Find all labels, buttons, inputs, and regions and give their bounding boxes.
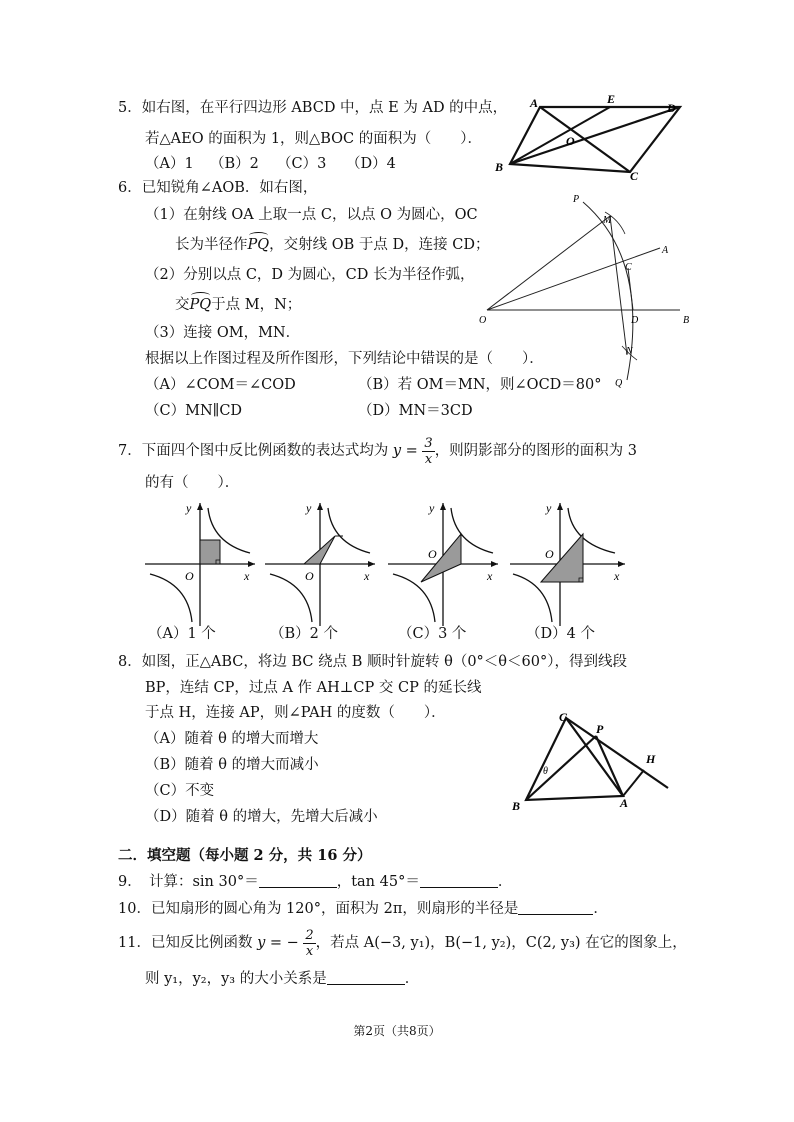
q10-pre: 10．已知扇形的圆心角为 120°，面积为 2π，则扇形的半径是 xyxy=(118,901,519,917)
q9-pre: 9． 计算：sin 30°＝ xyxy=(118,874,259,890)
q5-line1: 5．如右图，在平行四边形 ABCD 中，点 E 为 AD 的中点， xyxy=(118,100,508,116)
q6-label-o: O xyxy=(479,315,487,326)
q8-label-b: B xyxy=(512,799,521,813)
q6-label-m: M xyxy=(603,215,612,226)
q8-line2: BP，连结 CP，过点 A 作 AH⊥CP 交 CP 的延长线 xyxy=(145,680,482,696)
q9-blank-2[interactable] xyxy=(420,873,498,888)
q6-step2a: （2）分别以点 C，D 为圆心，CD 长为半径作弧， xyxy=(145,267,475,283)
q6-step3: （3）连接 OM，MN． xyxy=(145,325,301,341)
q6-label-p: P xyxy=(573,194,580,205)
q7-graph-d xyxy=(505,498,630,628)
q8-label-a: A xyxy=(620,796,629,810)
q7-fraction xyxy=(422,436,434,467)
q7d-origin: O xyxy=(545,547,554,561)
q8-label-p: P xyxy=(596,722,604,736)
q8-option-d: （D）随着 θ 的增大，先增大后减小 xyxy=(145,809,378,825)
q7a-x-label: x xyxy=(244,569,250,583)
q7-line1-pre: 7．下面四个图中反比例函数的表达式均为 xyxy=(118,443,389,459)
q10-post: ． xyxy=(593,901,608,917)
q7-graph-b xyxy=(260,498,380,628)
q5-option-c: （C）3 xyxy=(277,156,327,172)
q8-label-h: H xyxy=(646,752,656,766)
q6-step1b-post: ，交射线 OB 于点 D，连接 CD； xyxy=(269,237,490,253)
q10-blank[interactable] xyxy=(518,900,593,915)
q8-line1: 8．如图，正△ABC，将边 BC 绕点 B 顺时针旋转 θ（0°＜θ＜60°），得到线段 xyxy=(118,654,627,670)
q5-line2: 若△AEO 的面积为 1，则△BOC 的面积为（ ）． xyxy=(145,131,482,147)
q8-label-c: C xyxy=(559,710,568,724)
q6-option-d: （D）MN＝3CD xyxy=(358,403,473,419)
q5-option-d: （D）4 xyxy=(346,156,396,172)
q7-frac-num: 3 xyxy=(424,435,433,451)
q6-option-b: （B）若 OM＝MN，则∠OCD＝80° xyxy=(358,377,602,393)
q6-step2b-pre: 交 xyxy=(175,297,190,313)
q11-pre: 11．已知反比例函数 xyxy=(118,935,253,951)
q6-label-n: N xyxy=(626,346,633,357)
q6-step1b-pre: 长为半径作 xyxy=(175,237,248,253)
q9-post: ． xyxy=(497,874,513,890)
q11-fraction xyxy=(303,928,315,959)
q5-option-a: （A）1 xyxy=(145,156,194,172)
q6-step2b xyxy=(175,295,301,315)
q7a-origin: O xyxy=(185,569,194,583)
q5-label-e: E xyxy=(607,92,616,106)
q11-line2-pre: 则 y₁，y₂，y₃ 的大小关系是 xyxy=(145,971,327,987)
q7d-x-label: x xyxy=(614,569,620,583)
q11-line2-post: ． xyxy=(404,971,420,987)
q6-label-b: B xyxy=(683,315,690,326)
q6-step2b-post: 于点 M，N； xyxy=(211,297,302,313)
q6-label-q: Q xyxy=(615,378,623,389)
q6-option-a: （A）∠COM＝∠COD xyxy=(145,377,296,393)
q6-label-a: A xyxy=(662,245,669,256)
page-footer: 第2页（共8页） xyxy=(353,1024,441,1038)
q5-option-b: （B）2 xyxy=(210,156,259,172)
q9-blank-1[interactable] xyxy=(259,873,337,888)
q7a-y-label: y xyxy=(186,501,192,515)
q7-line1 xyxy=(118,435,637,467)
q11-blank[interactable] xyxy=(327,970,405,985)
q9-line xyxy=(118,872,512,892)
q7c-x-label: x xyxy=(487,569,493,583)
q5-label-b: B xyxy=(495,160,504,174)
q5-label-a: A xyxy=(530,96,539,110)
q7b-origin: O xyxy=(305,569,314,583)
q8-triangle-figure xyxy=(508,708,683,818)
q6-label-d: D xyxy=(631,315,639,326)
q7-option-d: （D）4 个 xyxy=(526,626,595,642)
q7-graph-c xyxy=(383,498,503,628)
q11-line1 xyxy=(118,927,687,959)
q7-option-a: （A）1 个 xyxy=(148,626,216,642)
q7-graph-a xyxy=(140,498,260,628)
q8-option-a: （A）随着 θ 的增大而增大 xyxy=(145,731,319,747)
q9-mid: ，tan 45°＝ xyxy=(336,874,420,890)
q7b-x-label: x xyxy=(364,569,370,583)
q11-line2 xyxy=(145,969,419,989)
q5-label-d: D xyxy=(667,101,676,115)
q7c-y-label: y xyxy=(429,501,435,515)
q6-line1: 6．已知锐角∠AOB．如右图， xyxy=(118,180,318,196)
q11-y-eq: y = − xyxy=(257,935,299,951)
q7b-y-label: y xyxy=(306,501,312,515)
q5-label-c: C xyxy=(630,169,639,183)
q6-label-c: C xyxy=(625,262,632,273)
q11-frac-den: x xyxy=(305,943,314,959)
q6-step1a: （1）在射线 OA 上取一点 C，以点 O 为圆心，OC xyxy=(145,207,478,223)
q7c-origin: O xyxy=(428,547,437,561)
q6-arc-pq-2: PQ xyxy=(189,297,212,313)
q7-option-c: （C）3 个 xyxy=(398,626,467,642)
q8-line3: 于点 H，连接 AP，则∠PAH 的度数（ ）． xyxy=(145,705,446,721)
q5-label-o: O xyxy=(566,134,575,148)
q8-label-theta: θ xyxy=(543,766,548,777)
q7-frac-den: x xyxy=(424,451,433,467)
q7-y-eq: y = xyxy=(392,443,418,459)
q5-parallelogram-figure xyxy=(490,92,690,182)
q8-option-c: （C）不变 xyxy=(145,783,215,799)
q8-option-b: （B）随着 θ 的增大而减小 xyxy=(145,757,319,773)
q7d-y-label: y xyxy=(546,501,552,515)
q11-frac-num: 2 xyxy=(305,927,314,943)
q11-mid: ，若点 A(−3, y₁)，B(−1, y₂)，C(2, y₃) 在它的图象上， xyxy=(315,935,687,951)
q6-option-c: （C）MN∥CD xyxy=(145,403,243,419)
q7-line1-post: ，则阴影部分的图形的面积为 3 xyxy=(434,443,638,459)
q10-line xyxy=(118,899,608,919)
q6-step1b xyxy=(175,235,489,255)
section2-title: 二．填空题（每小题 2 分，共 16 分） xyxy=(118,847,372,864)
q6-ask: 根据以上作图过程及所作图形，下列结论中错误的是（ ）． xyxy=(145,351,544,367)
q6-construction-figure xyxy=(475,190,705,400)
q6-arc-pq: PQ xyxy=(247,237,270,253)
q7-option-b: （B）2 个 xyxy=(270,626,338,642)
q7-line2: 的有（ ）． xyxy=(145,475,240,491)
